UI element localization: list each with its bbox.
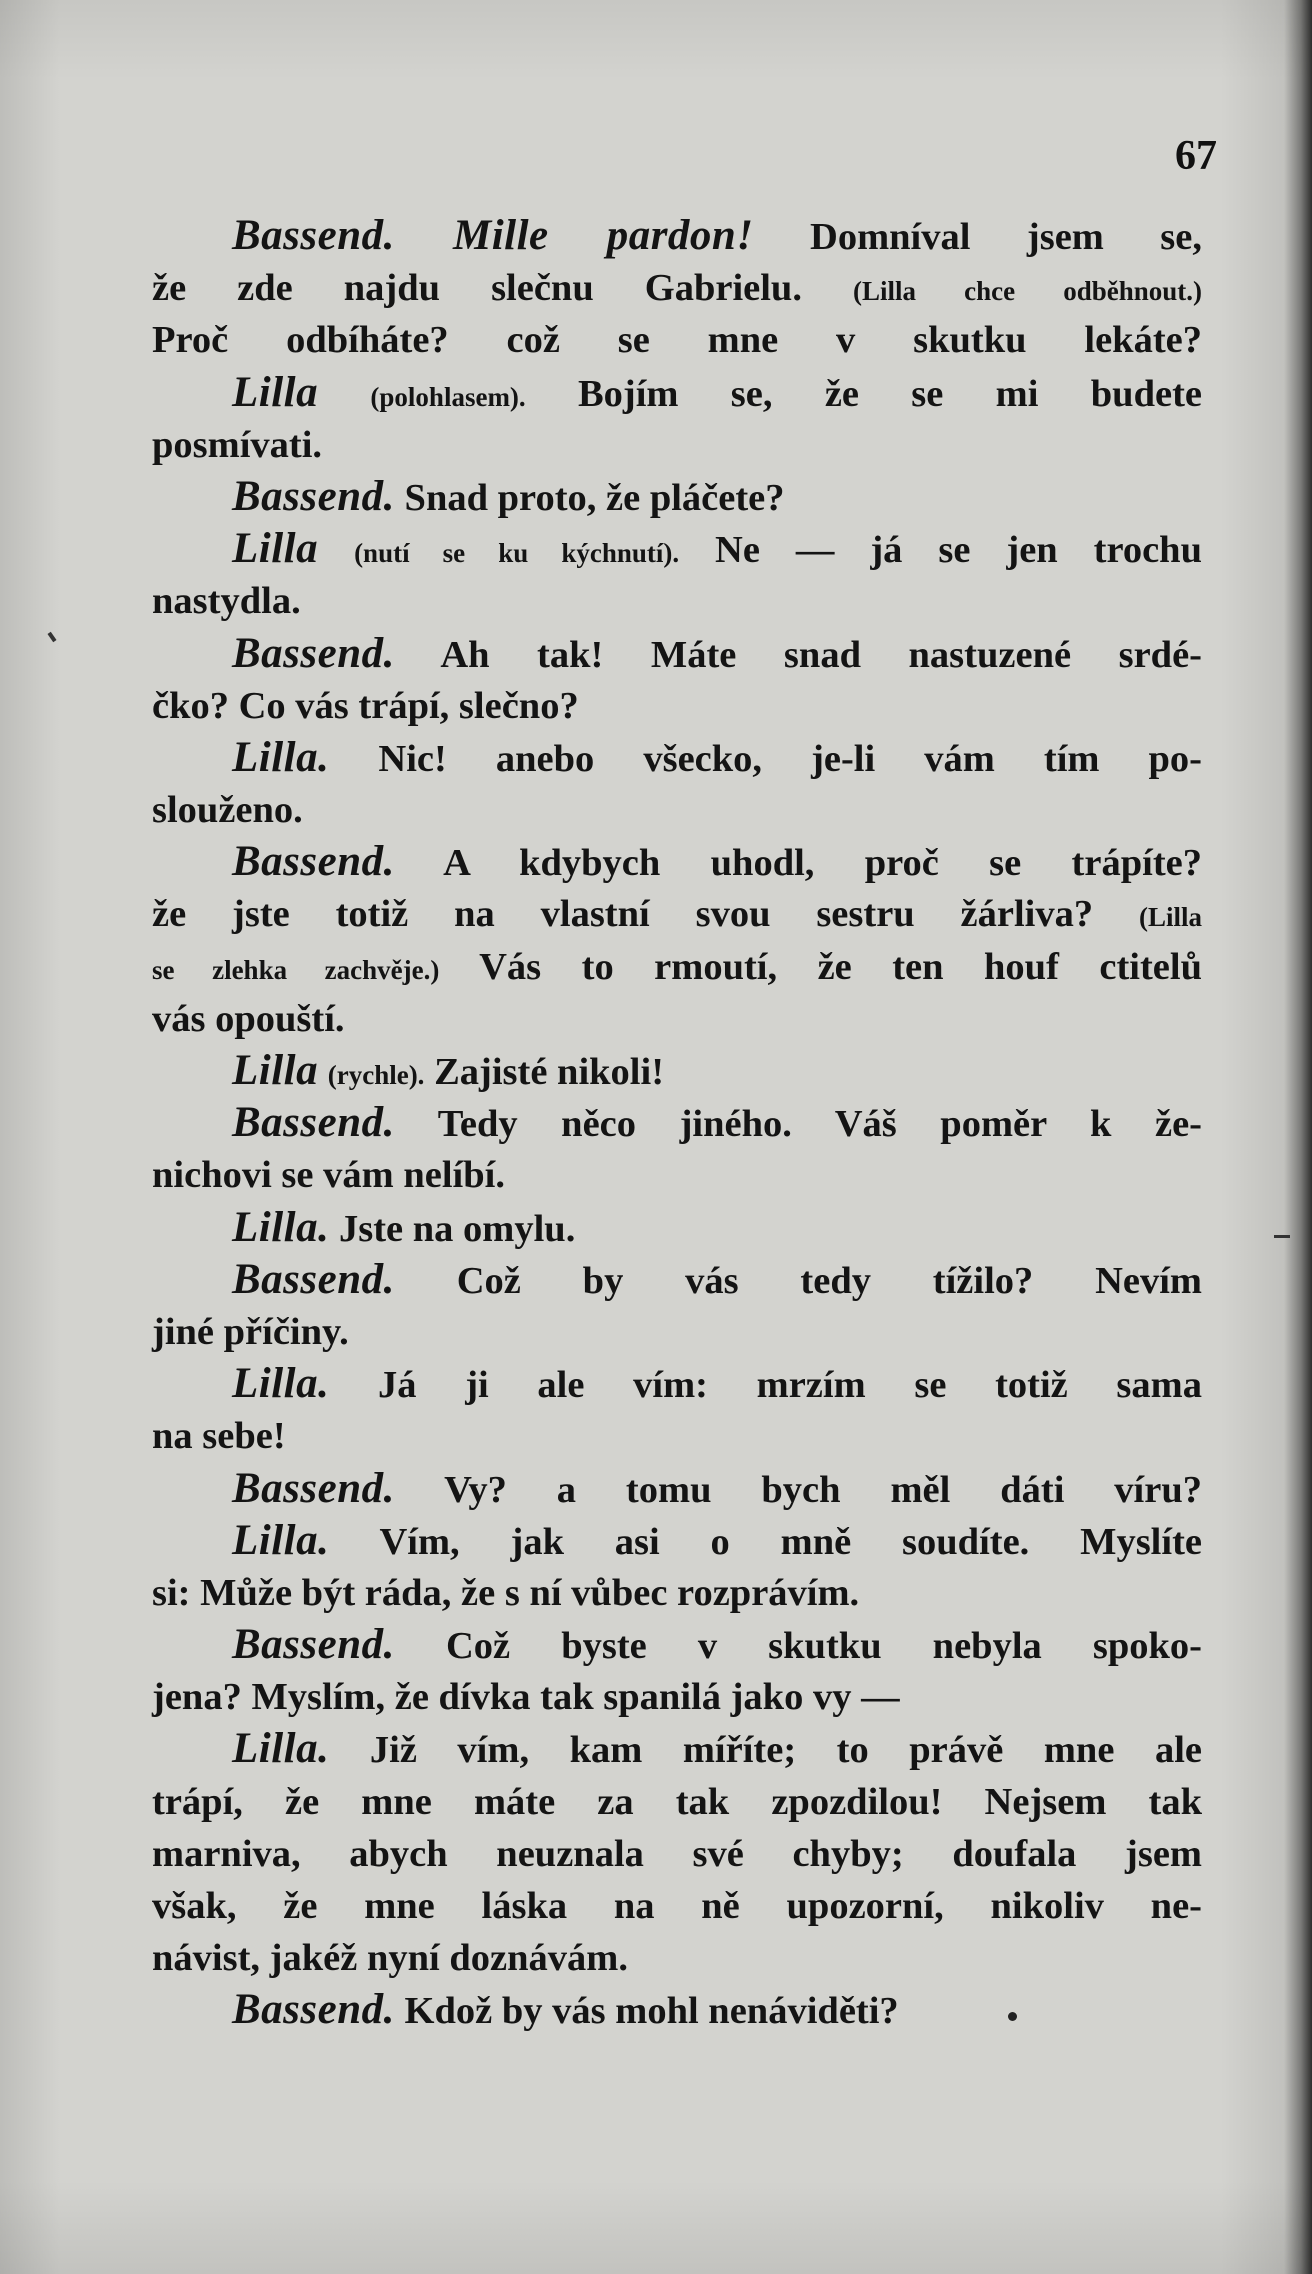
line-text: Již vím, kam míříte; to právě mne ale (329, 1729, 1202, 1772)
line-text: že jste totiž na vlastní svou sestru žárliva? (152, 893, 1139, 936)
stage-direction: (Lilla (1138, 902, 1202, 933)
line-text: marniva, abych neuznala své chyby; doufala jsem (152, 1832, 1202, 1875)
text-line (152, 367, 1202, 419)
text-line (152, 1880, 1202, 1932)
text-line (152, 314, 1202, 366)
text-line (152, 1619, 1202, 1671)
text-line (152, 1671, 1202, 1723)
speaker-name: Bassend. (232, 1464, 395, 1512)
line-text: trápí, že mne máte za tak zpozdilou! Nejsem tak (152, 1780, 1202, 1823)
speaker-name: Bassend. (232, 629, 395, 677)
text-line (152, 941, 1202, 993)
speaker-name: Lilla (232, 525, 319, 573)
dialogue-text (152, 210, 1202, 2037)
text-line (152, 836, 1202, 888)
line-text (318, 529, 354, 571)
text-line (152, 1410, 1202, 1462)
stage-direction: se zlehka zachvěje.) (152, 954, 440, 985)
line-text: Tedy něco jiného. Váš poměr k že- (394, 1103, 1202, 1146)
margin-mark (1274, 1235, 1290, 1238)
line-text: jiné příčiny. (152, 1310, 349, 1353)
stage-direction: (rychle). (327, 1060, 425, 1090)
text-line (152, 523, 1202, 575)
text-line (152, 471, 1202, 523)
line-text: návist, jakéž nyní doznávám. (152, 1937, 628, 1980)
line-text: posmívati. (152, 423, 323, 466)
text-line (152, 993, 1202, 1045)
line-text: Jste na omylu. (329, 1207, 576, 1250)
line-text: nastydla. (152, 580, 301, 623)
line-text: Já ji ale vím: mrzím se totiž sama (329, 1364, 1202, 1407)
line-text: vás opouští. (152, 997, 345, 1040)
text-line (152, 784, 1202, 836)
speaker-name: Lilla. (232, 733, 330, 781)
line-text: Což by vás tedy tížilo? Nevím (394, 1259, 1202, 1302)
text-line (152, 1254, 1202, 1306)
line-text: Snad proto, že pláčete? (394, 476, 785, 519)
speaker-name: Bassend. (232, 1986, 395, 2034)
text-line (152, 1045, 1202, 1097)
stage-direction: (polohlasem). (370, 381, 526, 412)
speaker-name: Bassend. (232, 838, 395, 886)
stage-direction: (nutí se ku kýchnutí). (354, 538, 680, 569)
line-text: A kdybych uhodl, proč se trápíte? (394, 842, 1202, 885)
line-text: Bojím se, že se mi budete (525, 372, 1202, 415)
line-text: že zde najdu slečnu Gabrielu. (152, 267, 853, 310)
line-text: Vás to rmoutí, že ten houf ctitelů (439, 945, 1202, 988)
speaker-name: Bassend. (232, 1621, 395, 1669)
ink-dot (1008, 2012, 1017, 2021)
speaker-name: Bassend. (232, 1099, 395, 1147)
line-text: Ne — já se jen trochu (679, 529, 1203, 572)
text-line (152, 1202, 1202, 1254)
line-text: Ah tak! Máte snad nastuzené srdé- (394, 633, 1202, 676)
text-line (152, 1463, 1202, 1515)
speaker-name: Lilla. (232, 1725, 330, 1773)
speaker-name: Bassend. Mille pardon! (232, 212, 754, 259)
line-text: Vím, jak asi o mně soudíte. Myslíte (329, 1520, 1202, 1563)
line-text: Nic! anebo všecko, je-li vám tím po- (329, 737, 1202, 780)
text-line (152, 1828, 1202, 1880)
text-line (152, 1723, 1202, 1775)
text-line (152, 1149, 1202, 1201)
text-line (152, 1776, 1202, 1828)
text-line (152, 628, 1202, 680)
line-text (318, 373, 370, 415)
text-line (152, 1932, 1202, 1984)
page-number: 67 (1175, 133, 1217, 179)
line-text: na sebe! (152, 1415, 286, 1458)
text-line (152, 732, 1202, 784)
line-text: však, že mne láska na ně upozorní, nikoliv ne- (152, 1885, 1202, 1927)
text-line (152, 210, 1202, 262)
speaker-name: Bassend. (232, 472, 395, 520)
text-line (152, 419, 1202, 471)
line-text (318, 1051, 328, 1093)
page-edge-shadow (1284, 0, 1312, 2274)
speaker-name: Lilla. (232, 1360, 330, 1408)
text-line (152, 680, 1202, 732)
text-line (152, 1515, 1202, 1567)
text-line (152, 1306, 1202, 1358)
line-text: čko? Co vás trápí, slečno? (152, 684, 579, 727)
line-text: Zajisté nikoli! (424, 1051, 665, 1093)
line-text: Což byste v skutku nebyla spoko- (394, 1625, 1202, 1668)
line-text: Vy? a tomu bych měl dáti víru? (394, 1468, 1202, 1511)
line-text: Proč odbíháte? což se mne v skutku lekáte? (152, 319, 1202, 362)
text-line (152, 262, 1202, 314)
line-text: jena? Myslím, že dívka tak spanilá jako vy — (152, 1676, 900, 1719)
speaker-name: Bassend. (232, 1255, 395, 1303)
speaker-name: Lilla (232, 1047, 319, 1094)
speaker-name: Lilla. (232, 1203, 330, 1251)
line-text: nichovi se vám nelíbí. (152, 1154, 505, 1197)
line-text: Kdož by vás mohl nenáviděti? (394, 1990, 899, 2033)
text-line (152, 575, 1202, 627)
text-line (152, 1358, 1202, 1410)
line-text: Domníval jsem se, (753, 216, 1202, 258)
text-line (152, 1567, 1202, 1619)
margin-tick (47, 632, 56, 642)
stage-direction: (Lilla chce odběhnout.) (852, 276, 1202, 307)
text-line (152, 888, 1202, 940)
line-text: si: Může být ráda, že s ní vůbec rozprávím. (152, 1571, 860, 1614)
line-text: slouženo. (152, 789, 303, 832)
text-line (152, 1984, 1202, 2036)
text-line (152, 1097, 1202, 1149)
speaker-name: Lilla. (232, 1516, 330, 1564)
speaker-name: Lilla (232, 368, 319, 416)
